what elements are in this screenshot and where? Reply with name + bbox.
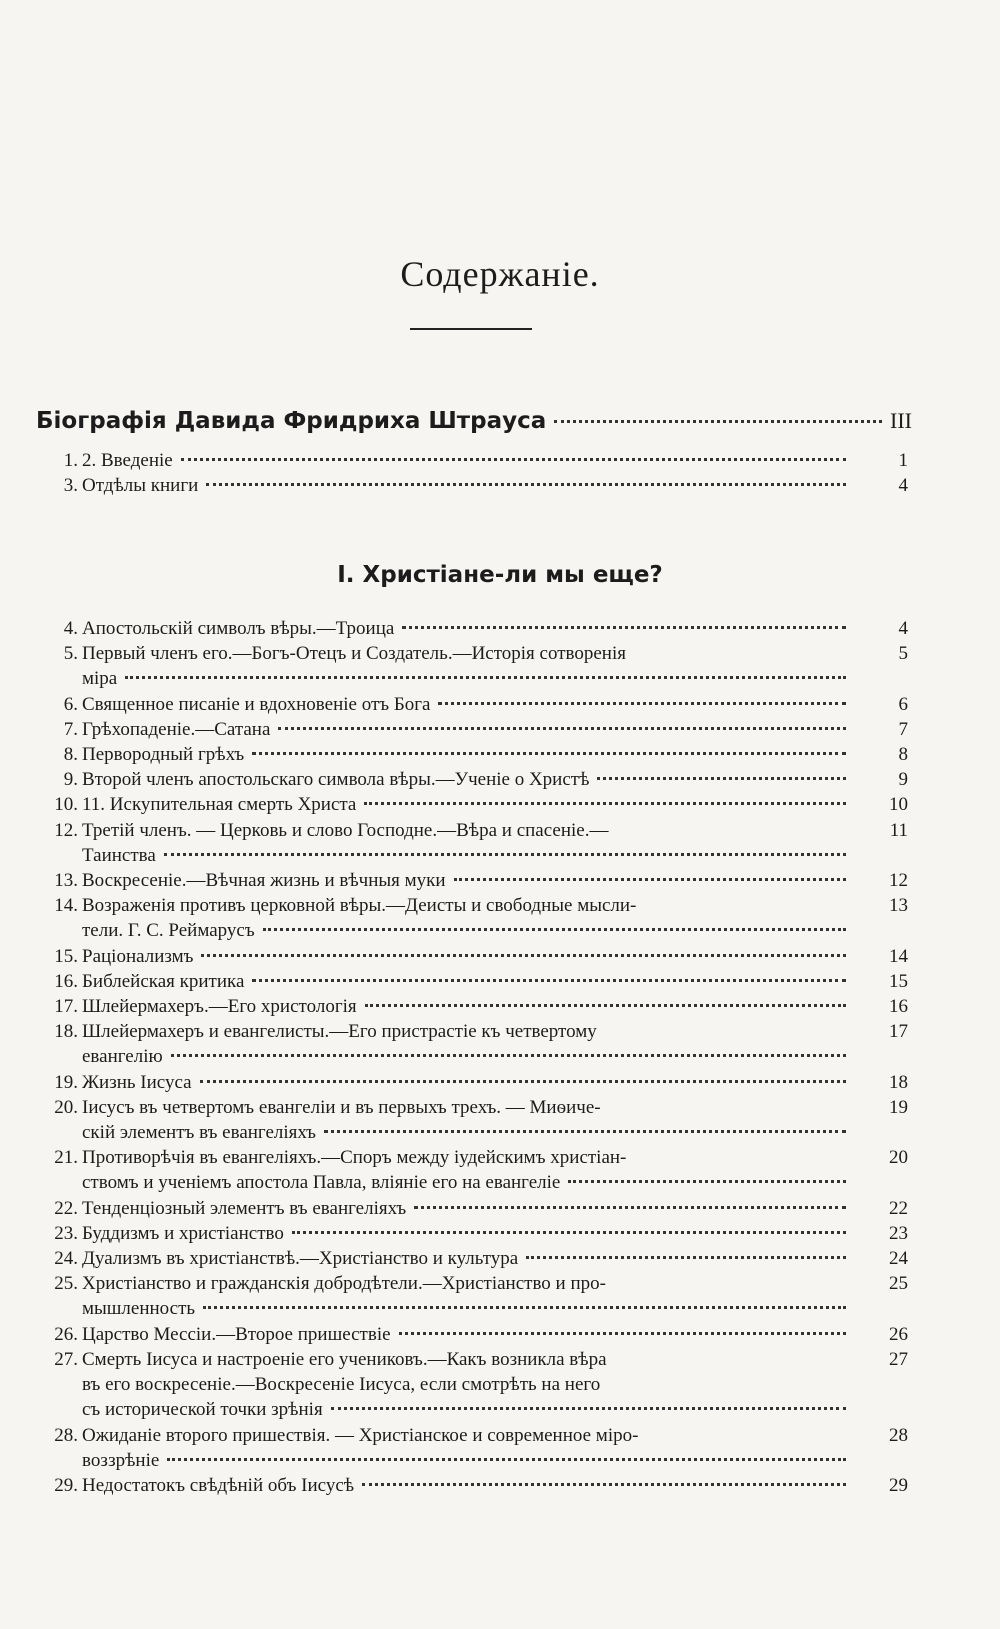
entry-body	[82, 1070, 854, 1095]
entry-line	[82, 717, 854, 742]
entry-body	[82, 893, 854, 943]
entry-line	[82, 742, 854, 767]
entry-text: Дуализмъ въ христіанствѣ.—Христіанство и культура	[82, 1248, 519, 1270]
entry-page-number: 16	[889, 996, 908, 1018]
dot-leader	[201, 954, 846, 957]
entry-text: Іисусъ въ четвертомъ евангеліи и въ первыхъ трехъ. — Миѳиче-	[82, 1096, 601, 1118]
entry-page-number: 10	[889, 794, 908, 816]
dot-leader	[164, 853, 846, 856]
dot-leader	[171, 1054, 846, 1057]
entry-number: 27.	[54, 1348, 78, 1370]
page-title: Содержаніе.	[400, 254, 600, 294]
entry-body	[82, 1196, 854, 1221]
entry-number: 4.	[63, 618, 78, 639]
dot-leader	[331, 1407, 846, 1410]
entry-body	[82, 1145, 854, 1195]
entry-text: Шлейермахеръ.—Его христологія	[82, 996, 357, 1018]
dot-leader	[181, 458, 846, 461]
entry-line	[82, 843, 854, 868]
entry-line	[82, 1448, 854, 1473]
entry-number: 14.	[54, 895, 78, 917]
entry-line	[82, 1044, 854, 1069]
dot-leader	[597, 777, 846, 780]
entry-line	[82, 1120, 854, 1145]
toc-entry[interactable]	[36, 1473, 908, 1498]
toc-entry[interactable]	[36, 969, 908, 994]
toc-entry[interactable]	[36, 767, 908, 792]
dot-leader	[263, 928, 846, 931]
biography-label: Біографія Давида Фридриха Штрауса	[36, 408, 547, 434]
toc-entry[interactable]	[36, 893, 908, 943]
toc-entry[interactable]	[36, 792, 908, 817]
entry-line	[82, 1372, 854, 1397]
entry-text: Шлейермахеръ и евангелисты.—Его пристрастіе къ четвертому	[82, 1021, 597, 1043]
toc-entry[interactable]	[36, 1322, 908, 1347]
dot-leader	[402, 626, 846, 629]
entry-body	[82, 1019, 854, 1069]
entry-page-number: 27	[889, 1348, 908, 1370]
entry-text: Ожиданіе второго пришествія. — Христіанское и современное міро-	[82, 1424, 639, 1446]
entry-text: Таинства	[82, 844, 156, 866]
entry-page-number: 15	[889, 970, 908, 992]
toc-entry[interactable]	[36, 1070, 908, 1095]
entry-number: 1.	[63, 450, 78, 471]
entry-body	[82, 1423, 854, 1473]
toc-entry[interactable]	[36, 1347, 908, 1423]
toc-entry[interactable]	[36, 616, 908, 641]
dot-leader	[362, 1483, 846, 1486]
entry-number: 28.	[54, 1424, 78, 1446]
dot-leader	[364, 802, 846, 805]
entry-page-number: 13	[889, 895, 908, 917]
entry-line	[82, 818, 854, 843]
entry-number: 12.	[54, 819, 78, 841]
dot-leader	[399, 1332, 846, 1335]
toc-entry[interactable]	[36, 1271, 908, 1321]
dot-leader	[278, 727, 846, 730]
entry-page-number: 7	[898, 718, 908, 740]
entry-body	[82, 818, 854, 868]
dot-leader	[125, 676, 846, 679]
entry-page-number: 12	[889, 870, 908, 892]
entry-number: 8.	[63, 744, 78, 766]
entry-body	[82, 868, 854, 893]
entry-page-number: 5	[898, 643, 908, 665]
dot-leader	[206, 483, 846, 486]
entry-body	[82, 1271, 854, 1321]
entry-body	[82, 641, 854, 691]
entry-text: Царство Мессіи.—Второе пришествіе	[82, 1323, 391, 1345]
entry-line	[82, 918, 854, 943]
entry-page-number: 24	[889, 1248, 908, 1270]
entry-line	[82, 1070, 854, 1095]
entry-line	[82, 1397, 854, 1422]
entry-page-number: 9	[898, 769, 908, 791]
entry-text: Противорѣчія въ евангеліяхъ.—Споръ между іудейскимъ христіан-	[82, 1147, 627, 1169]
entry-body	[82, 767, 854, 792]
entry-number: 20.	[54, 1096, 78, 1118]
entry-line	[82, 692, 854, 717]
entry-number: 18.	[54, 1021, 78, 1043]
entry-body	[82, 1473, 854, 1498]
entry-line	[82, 1246, 854, 1271]
entry-text: мышленность	[82, 1298, 196, 1320]
entry-line	[82, 641, 854, 666]
entry-line	[82, 1196, 854, 1221]
toc-entry[interactable]	[36, 1095, 908, 1145]
entry-body	[82, 1347, 854, 1423]
entry-text: воззрѣніе	[82, 1449, 160, 1471]
entry-page-number: 17	[889, 1021, 908, 1043]
dot-leader	[414, 1206, 846, 1209]
entry-page-number: 11	[889, 819, 908, 841]
entry-number: 7.	[63, 718, 78, 740]
entry-number: 5.	[63, 643, 78, 665]
section-title: I. Христіане-ли мы еще?	[337, 562, 663, 588]
entry-number: 9.	[63, 769, 78, 791]
toc-entry[interactable]	[36, 1246, 908, 1271]
entry-line	[82, 767, 854, 792]
entry-line	[82, 1095, 854, 1120]
entry-text: скій элементъ въ евангеліяхъ	[82, 1122, 316, 1144]
entry-body	[82, 616, 854, 641]
entry-line	[82, 1473, 854, 1498]
chapter-entries	[36, 616, 908, 1498]
entry-text: Недостатокъ свѣдѣній объ Іисусѣ	[82, 1474, 355, 1496]
toc-entry[interactable]	[36, 742, 908, 767]
entry-line	[82, 1322, 854, 1347]
entry-line	[82, 1019, 854, 1044]
dot-leader	[568, 1180, 846, 1183]
entry-text: Третій членъ. — Церковь и слово Господне.—Вѣра и спасеніе.—	[82, 819, 609, 841]
toc-entry[interactable]	[36, 818, 908, 868]
entry-page-number: 20	[889, 1147, 908, 1169]
toc-entry-biography[interactable]	[36, 406, 912, 436]
entry-body	[82, 944, 854, 969]
entry-page-number: 14	[889, 945, 908, 967]
dot-leader	[554, 420, 882, 423]
entry-text: Апостольскій символъ вѣры.—Троица	[82, 618, 395, 639]
entry-number: 3.	[63, 475, 78, 497]
entry-line	[82, 473, 854, 498]
entry-line	[82, 1145, 854, 1170]
entry-number: 24.	[54, 1248, 78, 1270]
toc-entry[interactable]	[36, 692, 908, 717]
entry-page-number: 1	[898, 450, 908, 471]
toc-entry[interactable]	[36, 1196, 908, 1221]
entry-line	[82, 1221, 854, 1246]
intro-entries	[36, 448, 908, 498]
entry-text: Жизнь Іисуса	[82, 1071, 192, 1093]
entry-text: Возраженія противъ церковной вѣры.—Деисты и свободные мысли-	[82, 895, 637, 917]
entry-line	[82, 792, 854, 817]
entry-text: Второй членъ апостольскаго символа вѣры.—Ученіе о Христѣ	[82, 769, 590, 791]
entry-page-number: 8	[898, 744, 908, 766]
entry-page-number: 18	[889, 1071, 908, 1093]
entry-text: 2. Введеніе	[82, 450, 173, 471]
entry-body	[82, 1221, 854, 1246]
dot-leader	[526, 1256, 846, 1259]
entry-text: Первый членъ его.—Богъ-Отецъ и Создатель.—Исторія сотворенія	[82, 643, 626, 665]
entry-number: 19.	[54, 1071, 78, 1093]
entry-line	[82, 868, 854, 893]
entry-page-number: 6	[898, 693, 908, 715]
dot-leader	[324, 1130, 846, 1133]
entry-number: 15.	[54, 945, 78, 967]
entry-body	[82, 448, 854, 473]
toc-entry[interactable]	[36, 1423, 908, 1473]
entry-number: 26.	[54, 1323, 78, 1345]
entry-page-number: 4	[898, 618, 908, 639]
toc-entry[interactable]	[36, 944, 908, 969]
entry-text: 11. Искупительная смерть Христа	[82, 794, 357, 816]
entry-body	[82, 717, 854, 742]
toc-entry[interactable]	[36, 473, 908, 498]
entry-number: 29.	[54, 1474, 78, 1496]
entry-text: Воскресеніе.—Вѣчная жизнь и вѣчныя муки	[82, 870, 446, 892]
entry-body	[82, 473, 854, 498]
entry-line	[82, 893, 854, 918]
entry-text: Смерть Іисуса и настроеніе его учениковъ.—Какъ возникла вѣра	[82, 1348, 607, 1370]
entry-text: тели. Г. С. Реймарусъ	[82, 920, 255, 942]
dot-leader	[200, 1080, 846, 1083]
entry-line	[82, 1170, 854, 1195]
entry-body	[82, 1322, 854, 1347]
dot-leader	[203, 1306, 846, 1309]
toc-entry[interactable]	[36, 1221, 908, 1246]
entry-body	[82, 792, 854, 817]
entry-text: Священное писаніе и вдохновеніе отъ Бога	[82, 693, 431, 715]
toc-entry[interactable]	[36, 641, 908, 691]
entry-text: Библейская критика	[82, 970, 245, 992]
entry-page-number: 22	[889, 1197, 908, 1219]
entry-line	[82, 1423, 854, 1448]
entry-body	[82, 1095, 854, 1145]
entry-body	[82, 742, 854, 767]
entry-number: 23.	[54, 1222, 78, 1244]
entry-line	[82, 1347, 854, 1372]
entry-text: Грѣхопаденіе.—Сатана	[82, 718, 271, 740]
toc-entry[interactable]	[36, 1145, 908, 1195]
entry-number: 22.	[54, 1197, 78, 1219]
toc-entry[interactable]	[36, 448, 908, 473]
entry-line	[82, 448, 854, 473]
dot-leader	[438, 702, 846, 705]
entry-number: 16.	[54, 970, 78, 992]
entry-page-number: 25	[889, 1273, 908, 1295]
dot-leader	[365, 1004, 846, 1007]
entry-number: 6.	[63, 693, 78, 715]
entry-number: 21.	[54, 1147, 78, 1169]
entry-number: 25.	[54, 1273, 78, 1295]
entry-line	[82, 616, 854, 641]
entry-text: ствомъ и ученіемъ апостола Павла, вліяніе его на евангеліе	[82, 1172, 561, 1194]
entry-text: Первородный грѣхъ	[82, 744, 245, 766]
entry-text: Буддизмъ и христіанство	[82, 1222, 284, 1244]
entry-body	[82, 969, 854, 994]
entry-page-number: 29	[889, 1474, 908, 1496]
entry-number: 17.	[54, 996, 78, 1018]
dot-leader	[454, 878, 846, 881]
entry-page-number: 19	[889, 1096, 908, 1118]
entry-line	[82, 1296, 854, 1321]
entry-text: съ исторической точки зрѣнія	[82, 1399, 323, 1421]
entry-text: Тенденціозный элементъ въ евангеліяхъ	[82, 1197, 407, 1219]
entry-number: 13.	[54, 870, 78, 892]
entry-body	[82, 994, 854, 1019]
entry-line	[82, 1271, 854, 1296]
entry-number: 10.	[54, 794, 78, 816]
entry-page-number: 4	[898, 475, 908, 497]
entry-page-number: 23	[889, 1222, 908, 1244]
entry-page-number: 28	[889, 1424, 908, 1446]
entry-text: евангелію	[82, 1046, 163, 1068]
entry-text: міра	[82, 668, 118, 690]
toc-entry[interactable]	[36, 994, 908, 1019]
dot-leader	[292, 1231, 846, 1234]
entry-line	[82, 969, 854, 994]
entry-body	[82, 1246, 854, 1271]
entry-line	[82, 994, 854, 1019]
toc-entry[interactable]	[36, 717, 908, 742]
dot-leader	[167, 1458, 846, 1461]
entry-text: Христіанство и гражданскія добродѣтели.—Христіанство и про-	[82, 1273, 606, 1295]
biography-page: III	[890, 408, 912, 433]
entry-text: Раціонализмъ	[82, 945, 194, 967]
entry-page-number: 26	[889, 1323, 908, 1345]
toc-entry[interactable]	[36, 1019, 908, 1069]
entry-text: въ его воскресеніе.—Воскресеніе Іисуса, если смотрѣть на него	[82, 1374, 601, 1396]
entry-line	[82, 666, 854, 691]
title-divider	[410, 328, 532, 330]
dot-leader	[252, 752, 846, 755]
entry-line	[82, 944, 854, 969]
entry-text: Отдѣлы книги	[82, 475, 199, 497]
entry-body	[82, 692, 854, 717]
toc-entry[interactable]	[36, 868, 908, 893]
dot-leader	[252, 979, 846, 982]
